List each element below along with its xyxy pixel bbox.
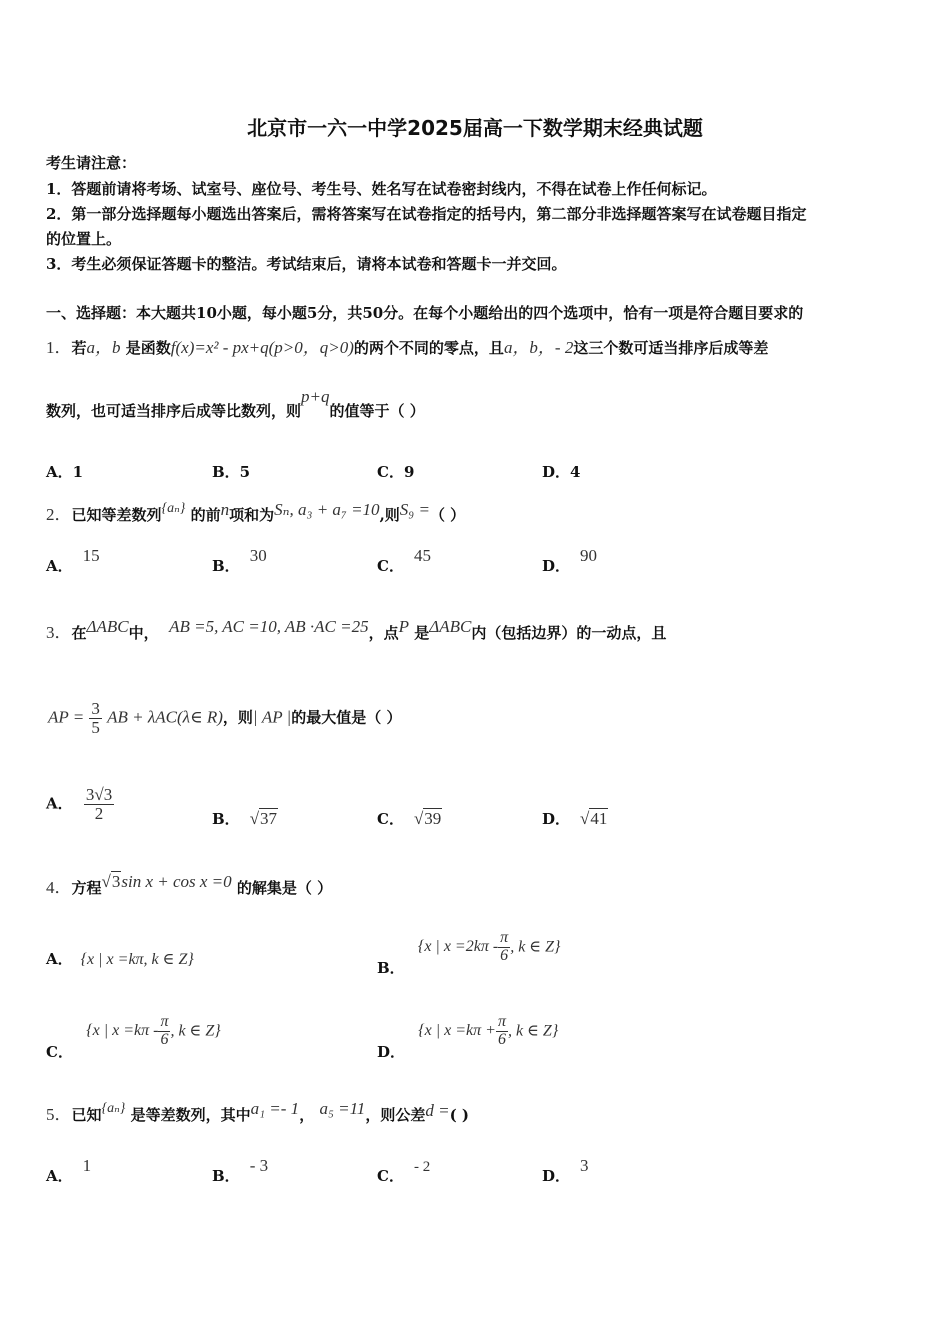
math: d = xyxy=(425,1101,450,1120)
q-text: 这三个数可适当排序后成等差 xyxy=(573,339,769,357)
q-text: ,则 xyxy=(379,506,400,524)
question-5 xyxy=(46,1100,469,1125)
option-label: A． xyxy=(46,557,73,575)
option-label: B． xyxy=(377,959,405,978)
notice-item-2: 2．第一部分选择题每小题选出答案后，需将答案写在试卷指定的括号内，第二部分非选择题答案写在试卷题目指定 xyxy=(46,205,807,223)
q-text: 是等差数列，其中 xyxy=(130,1106,251,1124)
math: AP = xyxy=(48,707,85,727)
q2-option-d[interactable] xyxy=(542,546,598,576)
q-text: ( ) xyxy=(449,1106,469,1124)
option-label: C． xyxy=(377,557,404,575)
denominator: 6 xyxy=(160,1030,169,1048)
option-value: , k ∈ Z} xyxy=(507,1022,559,1040)
math: S₉ = xyxy=(399,500,430,519)
math: {aₙ} xyxy=(161,501,186,516)
fraction xyxy=(84,786,114,823)
option-value: 1 xyxy=(82,1156,92,1175)
option-value: {x | x =2kπ - xyxy=(417,938,499,956)
denominator: 2 xyxy=(94,803,104,823)
option-label: A． xyxy=(46,794,73,813)
q-text: ， xyxy=(299,1106,315,1124)
math: f(x)=x² - px+q(p>0，q>0) xyxy=(170,338,354,357)
math: a，b xyxy=(86,338,121,357)
option-label: D． xyxy=(542,557,571,575)
numerator: 3 xyxy=(91,699,100,718)
question-number: 1． xyxy=(46,338,72,357)
q2-option-b[interactable] xyxy=(212,546,267,576)
math: AB =5, AC =10, AB ·AC =25 xyxy=(169,617,369,636)
q1-option-b[interactable]: B．5 xyxy=(212,463,251,481)
numerator: π xyxy=(500,929,509,946)
question-1-line-2 xyxy=(46,387,425,421)
question-2 xyxy=(46,500,465,525)
q1-option-c[interactable]: C．9 xyxy=(377,463,415,481)
notice-item-2-cont: 的位置上。 xyxy=(46,230,122,248)
q2-option-a[interactable] xyxy=(46,546,100,576)
q4-option-c[interactable] xyxy=(46,1013,221,1062)
option-value: 30 xyxy=(249,546,267,565)
math: p+q xyxy=(301,387,330,406)
q3-option-c[interactable] xyxy=(377,808,442,829)
option-label: D． xyxy=(377,1043,406,1062)
option-label: B． xyxy=(212,810,240,828)
option-label: B． xyxy=(212,557,240,575)
option-value: 37 xyxy=(260,809,278,828)
q5-option-a[interactable] xyxy=(46,1156,92,1186)
q1-option-d[interactable]: D．4 xyxy=(542,463,581,481)
question-3-line-2 xyxy=(48,700,401,737)
option-label: C． xyxy=(377,810,404,828)
q-text: 的最大值是（ ） xyxy=(291,708,402,727)
q5-option-d[interactable] xyxy=(542,1156,589,1186)
option-value: {x | x =kπ + xyxy=(418,1022,496,1040)
q-text: 已知等差数列 xyxy=(71,506,162,524)
math: a₅ =11 xyxy=(319,1099,366,1118)
option-label: B． xyxy=(212,1167,240,1185)
question-3-line-1 xyxy=(46,618,666,643)
q-text: 已知 xyxy=(71,1106,102,1124)
math: a₁ =- 1 xyxy=(250,1099,300,1118)
option-value: , k ∈ Z} xyxy=(510,938,561,956)
notice-item-1: 1．答题前请将考场、试室号、座位号、考生号、姓名写在试卷密封线内，不得在试卷上作任何标记。 xyxy=(46,180,717,198)
option-label: A． xyxy=(46,1167,73,1185)
numerator: π xyxy=(497,1013,506,1030)
math: ΔABC xyxy=(429,617,472,636)
option-label: C． xyxy=(46,1043,73,1062)
q-text: 内（包括边界）的一动点，且 xyxy=(471,624,667,642)
option-value: 41 xyxy=(590,809,608,828)
fraction xyxy=(158,1014,170,1049)
notice-item-3: 3．考生必须保证答题卡的整洁。考试结束后，请将本试卷和答题卡一并交回。 xyxy=(46,255,567,273)
sqrt-symbol: √39 xyxy=(413,809,442,828)
q3-option-b[interactable] xyxy=(212,808,278,829)
page-title: 北京市一六一中学2025届高一下数学期末经典试题 xyxy=(247,116,703,140)
q-text: ，点 xyxy=(368,624,399,642)
sqrt-symbol: √37 xyxy=(249,809,278,828)
option-value: 15 xyxy=(82,546,100,565)
denominator: 6 xyxy=(497,1030,506,1048)
q3-option-d[interactable] xyxy=(542,808,608,829)
denominator: 6 xyxy=(500,946,509,964)
notice-heading: 考生请注意： xyxy=(46,154,137,172)
q-text: 的值等于（ ） xyxy=(329,402,425,420)
numerator: π xyxy=(160,1013,169,1030)
q-text: 的前 xyxy=(190,506,221,524)
q-text: ，则 xyxy=(222,708,253,727)
q5-option-c[interactable] xyxy=(377,1159,431,1186)
math: n xyxy=(220,500,230,519)
sqrt-symbol: √41 xyxy=(580,809,608,828)
q-text: 数列，也可适当排序后成等比数列，则 xyxy=(46,402,302,420)
q-text: 方程 xyxy=(71,879,102,897)
math: a，b，- 2 xyxy=(503,338,574,357)
option-label: D． xyxy=(542,810,571,828)
question-number: 2． xyxy=(46,505,72,524)
q-text: 若 xyxy=(71,339,87,357)
q5-option-b[interactable] xyxy=(212,1156,269,1186)
option-value: {x | x =kπ - xyxy=(86,1022,159,1040)
math: ΔABC xyxy=(86,617,129,636)
numerator: 3√3 xyxy=(85,785,113,804)
math: {aₙ} xyxy=(101,1101,126,1116)
option-label: C． xyxy=(377,1167,404,1185)
q-text: 在 xyxy=(71,624,87,642)
sqrt-symbol: √3 xyxy=(101,872,121,891)
q-text: 的两个不同的零点，且 xyxy=(353,339,504,357)
q1-option-a[interactable]: A．1 xyxy=(46,463,84,481)
fraction xyxy=(496,1014,508,1049)
question-number: 3． xyxy=(46,623,72,642)
math: 3 xyxy=(111,872,121,891)
question-number: 4． xyxy=(46,878,72,897)
option-value: 3 xyxy=(580,1156,589,1175)
fraction xyxy=(498,930,510,965)
option-label: A． xyxy=(46,950,73,968)
q3-option-a[interactable] xyxy=(46,786,114,823)
option-value: , k ∈ Z} xyxy=(170,1022,221,1040)
q-text: 的解集是（ ） xyxy=(236,879,333,897)
math: sin x + cos x =0 xyxy=(121,872,232,891)
math: | AP | xyxy=(252,707,292,727)
q-text: （ ） xyxy=(429,506,466,524)
option-value: - 3 xyxy=(249,1156,269,1175)
q-text: ，则公差 xyxy=(365,1106,426,1124)
q4-option-d[interactable] xyxy=(377,1013,559,1062)
q4-option-b[interactable] xyxy=(377,929,561,978)
section-heading: 一、选择题：本大题共10小题，每小题5分，共50分。在每个小题给出的四个选项中，恰有一项是符合题目要求的 xyxy=(46,304,804,322)
math: AB + λAC(λ∈ R) xyxy=(107,707,223,727)
fraction-3-5 xyxy=(89,700,102,737)
option-label: D． xyxy=(542,1167,571,1185)
q4-option-a[interactable] xyxy=(46,948,194,969)
q-text: 是 xyxy=(414,624,430,642)
question-1-line-1 xyxy=(46,333,768,358)
q2-option-c[interactable] xyxy=(377,546,431,576)
denominator: 5 xyxy=(91,717,100,737)
option-value: 39 xyxy=(424,809,442,828)
math: P xyxy=(398,617,410,636)
q-text: 是函数 xyxy=(125,339,171,357)
option-value: 90 xyxy=(580,546,598,565)
question-4 xyxy=(46,873,332,898)
option-value: - 2 xyxy=(413,1159,431,1175)
option-value: 45 xyxy=(413,546,431,565)
math: Sₙ, a₃ + a₇ =10 xyxy=(274,500,380,519)
option-value: {x | x =kπ, k ∈ Z} xyxy=(80,951,194,968)
q-text: 项和为 xyxy=(229,506,275,524)
question-number: 5． xyxy=(46,1105,72,1124)
q-text: 中， xyxy=(128,624,159,642)
